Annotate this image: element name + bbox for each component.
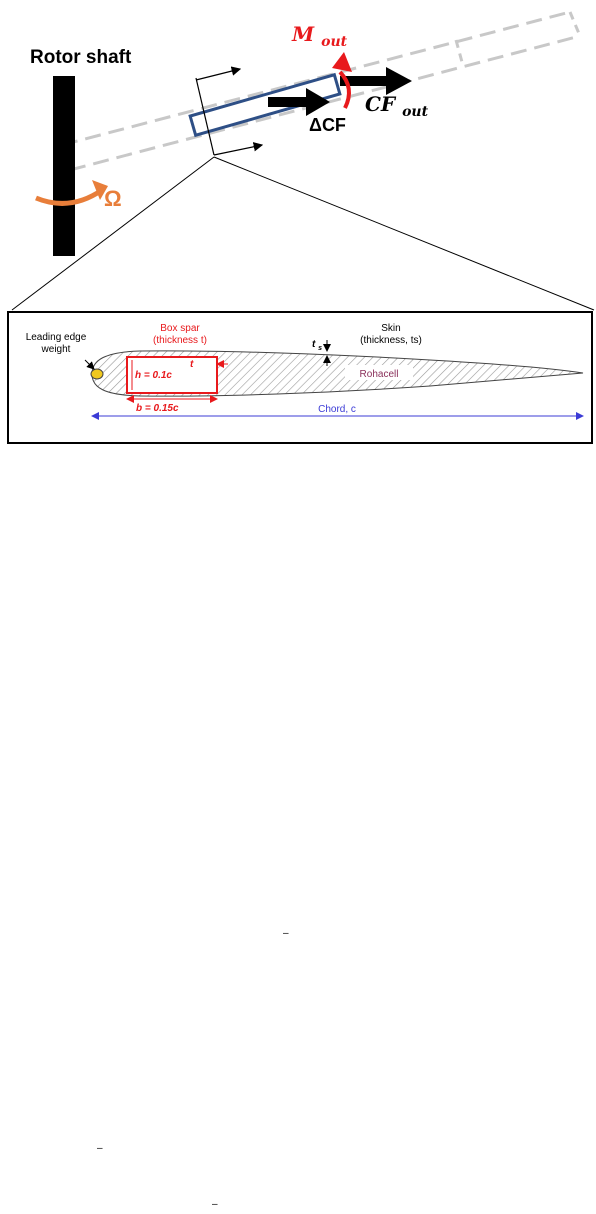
- omega-symbol: Ω: [104, 186, 122, 211]
- fragment-mark-3: –: [212, 1199, 218, 1210]
- cf-out-sub: out: [402, 104, 429, 120]
- ts-main: t: [312, 339, 316, 350]
- skin-label-2: (thickness, ts): [360, 335, 422, 346]
- moment-sub: out: [321, 34, 348, 50]
- cf-out-label: [365, 92, 429, 120]
- box-spar-label-2: (thickness t): [153, 335, 207, 346]
- leading-edge-label-1: Leading edge: [25, 332, 87, 343]
- b-label: b = 0.15c: [136, 403, 179, 414]
- zoom-line-left: [12, 157, 214, 310]
- core-label: Rohacell: [359, 369, 399, 380]
- chord-label: Chord, c: [318, 404, 356, 415]
- fragment-mark-2: –: [97, 1143, 103, 1154]
- box-spar-label-1: Box spar: [160, 323, 200, 334]
- t-symbol: t: [190, 359, 194, 370]
- zoom-line-right: [214, 157, 594, 310]
- delta-cf-label: ΔCF: [309, 115, 346, 135]
- moment-main: M: [292, 22, 315, 46]
- leading-edge-label-2: weight: [41, 344, 71, 355]
- cf-out-main: CF: [365, 92, 396, 116]
- h-label: h = 0.1c: [135, 370, 172, 381]
- ts-sub: s: [318, 345, 323, 352]
- rotor-shaft: [53, 76, 75, 256]
- leading-edge-weight: [91, 369, 103, 379]
- rotor-shaft-label: Rotor shaft: [30, 47, 132, 68]
- fragment-mark-1: –: [283, 928, 289, 939]
- skin-label-1: Skin: [381, 323, 401, 334]
- moment-label: [291, 22, 348, 50]
